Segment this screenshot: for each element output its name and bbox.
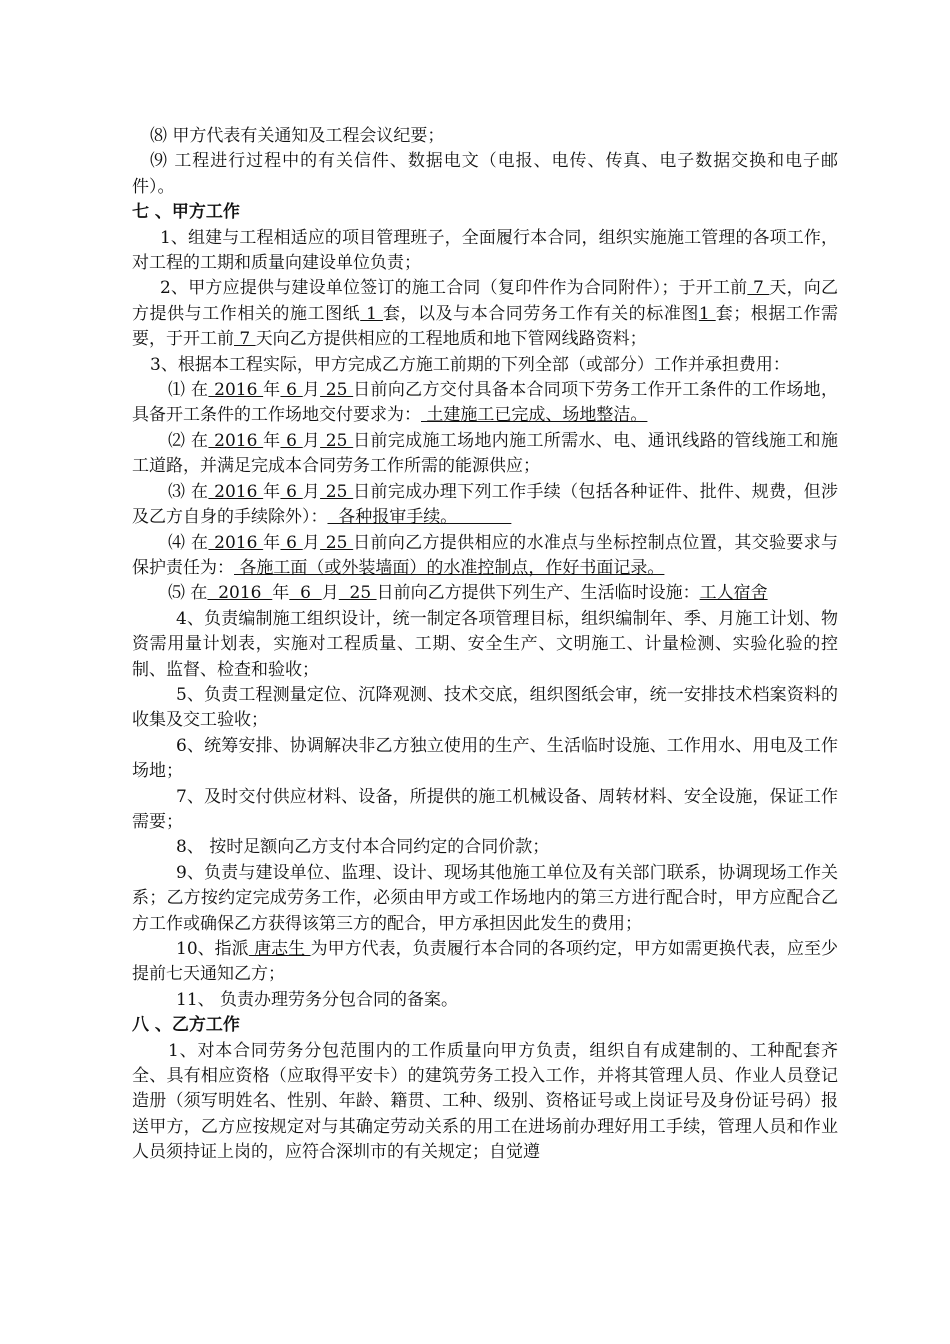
blank-field: 各种报审手续。 xyxy=(327,507,512,528)
section-heading: 八 、乙方工作 xyxy=(132,1015,240,1036)
paragraph: 3、根据本工程实际，甲方完成乙方施工前期的下列全部（或部分）工作并承担费用： xyxy=(150,354,790,375)
paragraph: 2、甲方应提供与建设单位签订的施工合同（复印件作为合同附件）；于开工前 7 天，向乙方提供与工作相关的施工图纸 1 套，以及与本合同劳务工作有关的标准图1 套；根据工作需要，于开工前 7 天向乙方提供相应的工程地质和地下管网线路资料； xyxy=(132,278,839,350)
paragraph: 1、组建与工程相适应的项目管理班子，全面履行本合同，组织实施施工管理的各项工作，对工程的工期和质量向建设单位负责； xyxy=(132,227,838,274)
paragraph: 5、负责工程测量定位、沉降观测、技术交底，组织图纸会审，统一安排技术档案资料的收集及交工验收； xyxy=(132,684,838,731)
section-heading: 七 、甲方工作 xyxy=(132,202,240,223)
paragraph: 8、 按时足额向乙方支付本合同约定的合同价款； xyxy=(176,837,550,858)
blank-field: 土建施工已完成、场地整洁。 xyxy=(421,405,648,426)
paragraph: 9、负责与建设单位、监理、设计、现场其他施工单位及有关部门联系，协调现场工作关系；乙方按约定完成劳务工作，必须由甲方或工作场地内的第三方进行配合时，甲方应配合乙方工作或确保乙方获得该第三方的配合，甲方承担因此发生的费用； xyxy=(132,862,838,934)
blank-field: 工人宿舍 xyxy=(699,583,768,604)
sub-item: ⑷ 在 2016 年 6 月 25 日前向乙方提供相应的水准点与坐标控制点位置，其交验要求与保护责任为： 各施工面（或外装墙面）的水准控制点，作好书面记录。 xyxy=(132,532,839,578)
paragraph: 1、对本合同劳务分包范围内的工作质量向甲方负责，组织自有成建制的、工种配套齐全、具有相应资格（应取得平安卡）的建筑劳务工投入工作，并将其管理人员、作业人员登记造册（须写明姓名、性别、年龄、籍贯、工种、级别、资格证号或上岗证号及身份证号码）报送甲方，乙方应按规定对与其确定劳动关系的用工在进场前办理好用工手续，管理人员和作业人员须持证上岗的，应符合深圳市的有关规定；自觉遵 xyxy=(132,1040,838,1163)
paragraph: 10、指派 唐志生 为甲方代表，负责履行本合同的各项约定，甲方如需更换代表，应至少提前七天通知乙方； xyxy=(132,939,839,985)
sub-item: ⑸ 在 2016 年 6 月 25 日前向乙方提供下列生产、生活临时设施：工人宿舍 xyxy=(168,583,768,604)
paragraph: 6、统筹安排、协调解决非乙方独立使用的生产、生活临时设施、工作用水、用电及工作场地； xyxy=(132,735,838,782)
paragraph: 4、负责编制施工组织设计，统一制定各项管理目标，组织编制年、季、月施工计划、物资需用量计划表，实施对工程质量、工期、安全生产、文明施工、计量检测、实验化验的控制、监督、检查和验收； xyxy=(132,608,838,680)
blank-field: 1 xyxy=(698,303,716,324)
sub-item: ⑵ 在 2016 年 6 月 25 日前完成施工场地内施工所需水、电、通讯线路的管线施工和施工道路，并满足完成本合同劳务工作所需的能源供应； xyxy=(132,430,839,477)
paragraph: 11、 负责办理劳务分包合同的备案。 xyxy=(176,989,459,1010)
list-item: ⑼ 工程进行过程中的有关信件、数据电文（电报、电传、传真、电子数据交换和电子邮件）。 xyxy=(132,151,838,197)
sub-item: ⑶ 在 2016 年 6 月 25 日前完成办理下列工作手续（包括各种证件、批件、规费，但涉及乙方自身的手续除外）： 各种报审手续。 xyxy=(132,481,839,528)
list-item: ⑻ 甲方代表有关通知及工程会议纪要； xyxy=(150,126,445,146)
blank-field: 7 xyxy=(234,329,256,350)
blank-field: 1 xyxy=(360,303,383,324)
document-page xyxy=(132,124,838,1166)
blank-field: 7 xyxy=(747,278,770,299)
sub-item: ⑴ 在 2016 年 6 月 25 日前向乙方交付具备本合同项下劳务工作开工条件的工作场地，具备开工条件的工作场地交付要求为： 土建施工已完成、场地整洁。 xyxy=(132,380,839,426)
blank-field: 各施工面（或外装墙面）的水准控制点，作好书面记录。 xyxy=(234,557,665,578)
blank-field: 唐志生 xyxy=(248,939,311,959)
paragraph: 7、及时交付供应材料、设备，所提供的施工机械设备、周转材料、安全设施，保证工作需要； xyxy=(132,786,838,832)
